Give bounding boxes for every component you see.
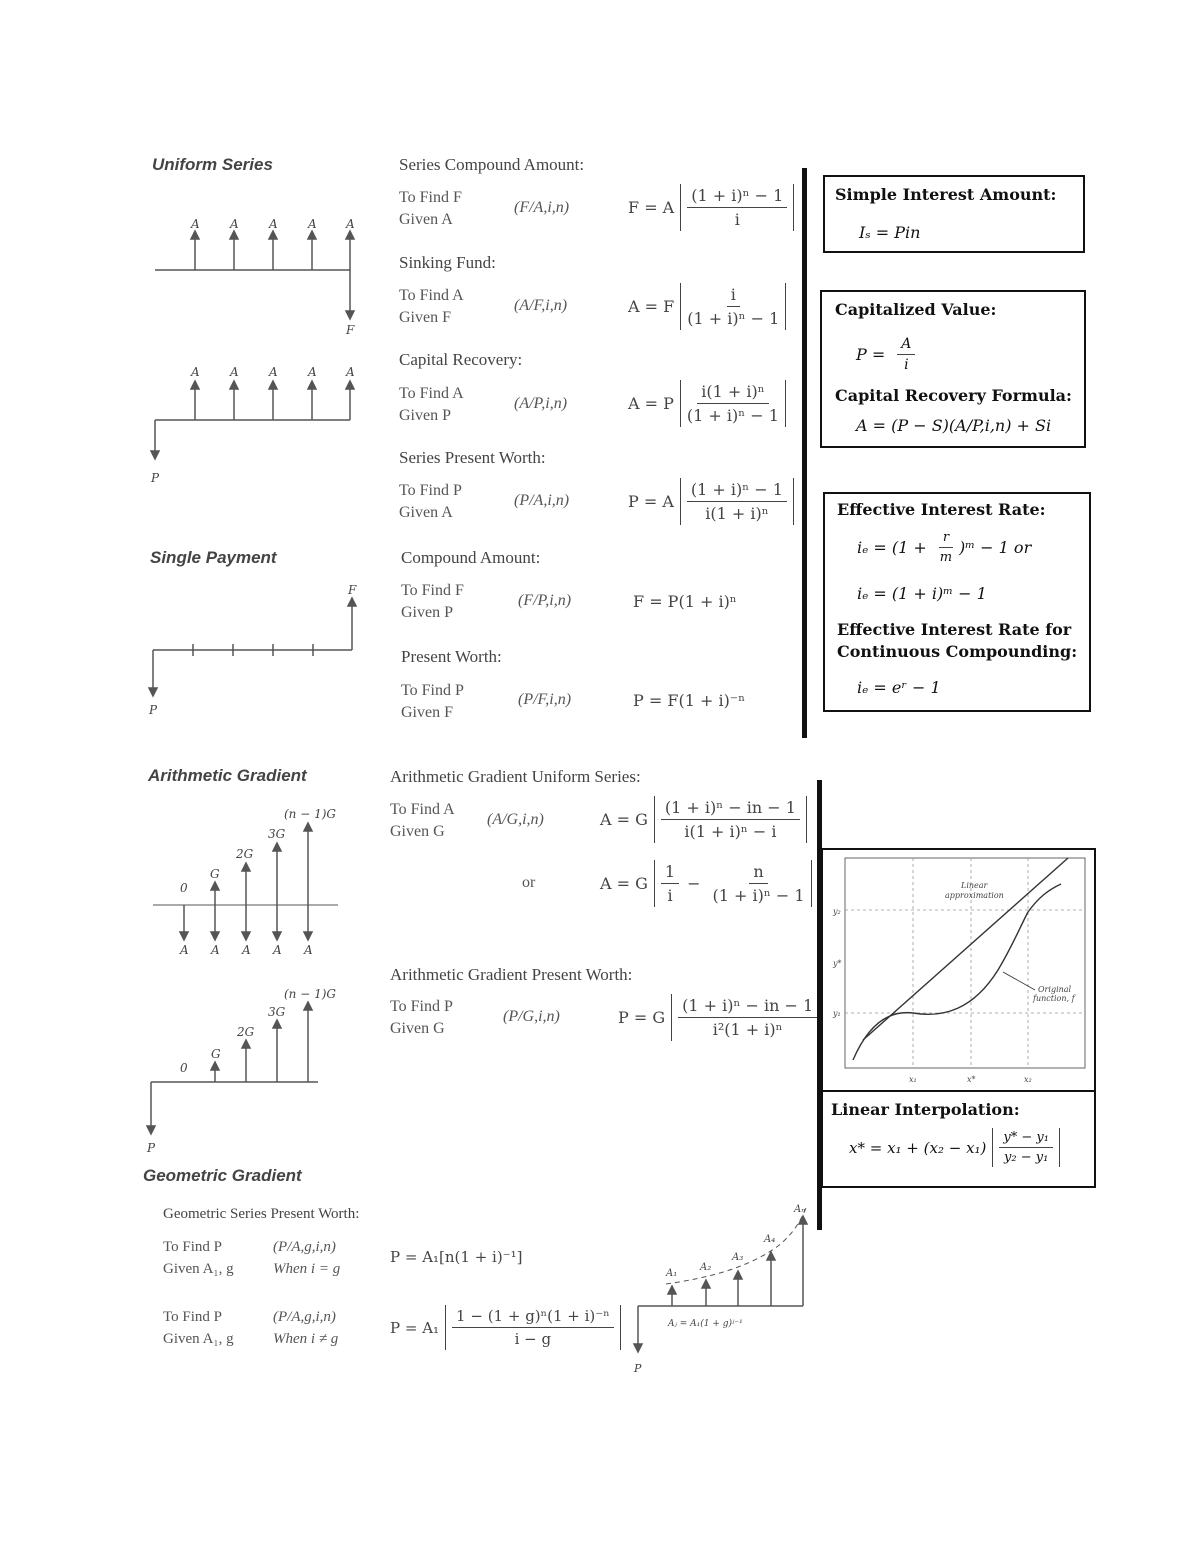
ca-given: To Find F Given P bbox=[401, 582, 464, 621]
sf-heading: Sinking Fund: bbox=[399, 253, 496, 272]
label-p: P bbox=[147, 1141, 156, 1155]
agus-formula-alt: A = G $\frac{1}{i}$ − $\frac{n}{\text{(1 + i)ⁿ − 1}}$ bbox=[600, 860, 812, 907]
capitalized-value-title: Capitalized Value: bbox=[835, 300, 997, 319]
graph-y2-label: y₂ bbox=[833, 907, 841, 916]
pw-notation: (P/F,i,n) bbox=[518, 691, 572, 708]
agpw-heading: Arithmetic Gradient Present Worth: bbox=[390, 965, 633, 984]
graph-xstar-label: x* bbox=[967, 1075, 976, 1084]
simple-interest-eq: Iₛ = Pin bbox=[859, 223, 921, 242]
label-3g: 3G bbox=[268, 1005, 286, 1019]
sca-heading: Series Compound Amount: bbox=[399, 155, 585, 174]
pw-heading: Present Worth: bbox=[401, 647, 502, 666]
label-a: A bbox=[304, 943, 313, 957]
effective-interest-eq1: iₑ = (1 + $\frac{r}{m}$ )ᵐ − 1 or bbox=[857, 530, 1032, 565]
spw-formula: P = A $\frac{\text{(1 + i)ⁿ − 1}}{\text{i(1 + i)ⁿ}}$ bbox=[628, 478, 794, 525]
cr-heading: Capital Recovery: bbox=[399, 350, 523, 369]
agus-or: or bbox=[522, 874, 536, 891]
linear-interpolation-eq: x* = x₁ + (x₂ − x₁) $\frac{\text{y* − y₁}}{\text{y₂ − y₁}}$ bbox=[849, 1128, 1060, 1167]
label-p: P bbox=[151, 471, 160, 485]
interpolation-graph-box bbox=[821, 848, 1096, 1092]
pw-formula: P = F(1 + i)⁻ⁿ bbox=[633, 691, 746, 710]
divider-bar bbox=[802, 168, 807, 738]
ca-formula: F = P(1 + i)ⁿ bbox=[633, 592, 737, 611]
capitalized-value-eq: P = $\frac{A}{i}$ bbox=[856, 334, 921, 375]
label-a: A bbox=[273, 943, 282, 957]
spw-notation: (P/A,i,n) bbox=[514, 492, 570, 509]
cr-formula: A = P $\frac{\text{i(1 + i)ⁿ}}{\text{(1 + i)ⁿ − 1}}$ bbox=[628, 380, 786, 427]
label-a4: A₄ bbox=[764, 1234, 776, 1245]
label-a: A bbox=[269, 217, 278, 231]
label-a: A bbox=[242, 943, 251, 957]
effective-interest-eq2: iₑ = (1 + i)ᵐ − 1 bbox=[857, 584, 987, 603]
label-3g: 3G bbox=[268, 827, 286, 841]
label-a: A bbox=[191, 217, 200, 231]
label-a: A bbox=[308, 365, 317, 379]
sca-notation: (F/A,i,n) bbox=[514, 199, 570, 216]
label-a: A bbox=[191, 365, 200, 379]
interpolation-graph bbox=[823, 850, 1094, 1090]
label-an: Aₙ bbox=[794, 1204, 806, 1215]
uniform-series-title: Uniform Series bbox=[152, 155, 273, 174]
gspw-note-2: (P/A,g,i,n) When i ≠ g bbox=[273, 1309, 339, 1347]
label-f: F bbox=[348, 583, 357, 597]
single-payment-diagram bbox=[145, 580, 365, 720]
simple-interest-title: Simple Interest Amount: bbox=[835, 185, 1057, 204]
label-a: A bbox=[308, 217, 317, 231]
agus-given: To Find A Given G bbox=[390, 801, 455, 840]
graph-linear-label-2: approximation bbox=[945, 891, 1004, 900]
gspw-given-1: To Find P Given A₁, g bbox=[163, 1239, 234, 1277]
label-a2: A₂ bbox=[700, 1262, 712, 1273]
label-2g: 2G bbox=[237, 1025, 255, 1039]
sca-given: To Find F Given A bbox=[399, 189, 462, 228]
arithmetic-gradient-title: Arithmetic Gradient bbox=[148, 766, 307, 785]
geometric-diagram bbox=[628, 1198, 818, 1378]
spw-given: To Find P Given A bbox=[399, 482, 462, 521]
graph-original-label-1: Original bbox=[1038, 985, 1072, 994]
spw-heading: Series Present Worth: bbox=[399, 448, 546, 467]
cr-given: To Find A Given P bbox=[399, 385, 464, 424]
uniform-future-diagram bbox=[150, 210, 365, 340]
agus-formula: A = G $\frac{\text{(1 + i)ⁿ − in − 1}}{\text{i(1 + i)ⁿ − i}}$ bbox=[600, 796, 807, 843]
label-2g: 2G bbox=[236, 847, 254, 861]
graph-original-label-2: function, f bbox=[1033, 994, 1075, 1003]
graph-ystar-label: y* bbox=[833, 959, 842, 968]
agus-heading: Arithmetic Gradient Uniform Series: bbox=[390, 767, 641, 786]
gspw-formula-2: P = A₁ $\frac{\text{1 − (1 + g)ⁿ(1 + i)⁻ⁿ}}{i - g}$ bbox=[390, 1305, 621, 1350]
crf-title: Capital Recovery Formula: bbox=[835, 386, 1072, 405]
crf-eq: A = (P − S)(A/P,i,n) + Si bbox=[856, 416, 1052, 435]
label-a: A bbox=[346, 217, 355, 231]
graph-x2-label: x₂ bbox=[1024, 1075, 1032, 1084]
label-n-1-g: (n − 1)G bbox=[284, 807, 336, 821]
label-zero: 0 bbox=[180, 881, 188, 895]
label-a: A bbox=[230, 365, 239, 379]
effective-interest-title: Effective Interest Rate: bbox=[837, 500, 1046, 519]
label-p: P bbox=[149, 703, 158, 717]
label-g: G bbox=[211, 1047, 221, 1061]
arithmetic-present-diagram bbox=[143, 980, 343, 1160]
agpw-given: To Find P Given G bbox=[390, 998, 453, 1037]
pw-given: To Find P Given F bbox=[401, 682, 464, 721]
arithmetic-uniform-diagram bbox=[148, 800, 348, 960]
label-a: A bbox=[180, 943, 189, 957]
label-a1: A₁ bbox=[666, 1268, 678, 1279]
ca-heading: Compound Amount: bbox=[401, 548, 541, 567]
cr-notation: (A/P,i,n) bbox=[514, 395, 568, 412]
sf-notation: (A/F,i,n) bbox=[514, 297, 568, 314]
gspw-heading: Geometric Series Present Worth: bbox=[163, 1206, 360, 1222]
label-a: A bbox=[269, 365, 278, 379]
linear-interpolation-title: Linear Interpolation: bbox=[831, 1100, 1020, 1119]
linear-interpolation-box bbox=[821, 1090, 1096, 1188]
label-a: A bbox=[230, 217, 239, 231]
agpw-notation: (P/G,i,n) bbox=[503, 1008, 560, 1025]
label-a: A bbox=[346, 365, 355, 379]
label-g: G bbox=[210, 867, 220, 881]
gspw-note-1: (P/A,g,i,n) When i = g bbox=[273, 1239, 341, 1277]
label-a3: A₃ bbox=[732, 1252, 744, 1263]
label-n-1-g: (n − 1)G bbox=[284, 987, 336, 1001]
capitalized-value-box bbox=[820, 290, 1086, 448]
simple-interest-box bbox=[823, 175, 1085, 253]
sca-formula: F = A $\frac{\text{(1 + i)ⁿ − 1}}{i}$ bbox=[628, 184, 794, 231]
label-f: F bbox=[346, 323, 355, 337]
graph-x1-label: x₁ bbox=[909, 1075, 917, 1084]
effective-interest-box bbox=[823, 492, 1091, 712]
geometric-gradient-title: Geometric Gradient bbox=[143, 1166, 302, 1185]
ca-notation: (F/P,i,n) bbox=[518, 592, 572, 609]
label-p: P bbox=[634, 1362, 642, 1375]
agus-notation: (A/G,i,n) bbox=[487, 811, 544, 828]
agpw-formula: P = G $\frac{\text{(1 + i)ⁿ − in − 1}}{\text{i²(1 + i)ⁿ}}$ bbox=[618, 994, 824, 1041]
single-payment-title: Single Payment bbox=[150, 548, 277, 567]
sf-given: To Find A Given F bbox=[399, 287, 464, 326]
graph-y1-label: y₁ bbox=[833, 1009, 841, 1018]
graph-linear-label-1: Linear bbox=[961, 881, 988, 890]
label-zero: 0 bbox=[180, 1061, 188, 1075]
continuous-eq: iₑ = eʳ − 1 bbox=[857, 678, 941, 697]
gspw-formula-1: P = A₁[n(1 + i)⁻¹] bbox=[390, 1248, 523, 1266]
continuous-title-2: Continuous Compounding: bbox=[837, 642, 1078, 661]
continuous-title-1: Effective Interest Rate for bbox=[837, 620, 1072, 639]
label-aj: Aⱼ = A₁(1 + g)ʲ⁻¹ bbox=[668, 1319, 743, 1329]
gspw-given-2: To Find P Given A₁, g bbox=[163, 1309, 234, 1347]
sf-formula: A = F $\frac{i}{\text{(1 + i)ⁿ − 1}}$ bbox=[628, 283, 786, 330]
label-a: A bbox=[211, 943, 220, 957]
uniform-present-diagram bbox=[145, 360, 365, 490]
